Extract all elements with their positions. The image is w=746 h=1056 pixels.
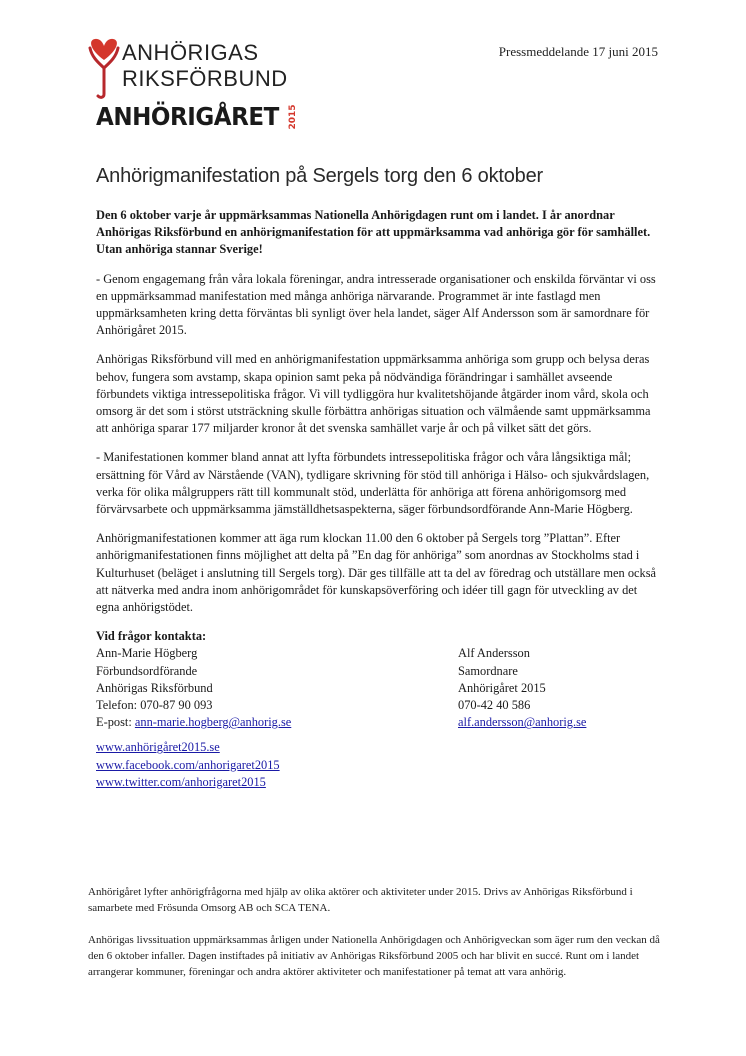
press-release-date: Pressmeddelande 17 juni 2015 <box>498 44 658 59</box>
contact-role: Samordnare <box>458 663 518 678</box>
contact-right <box>458 645 658 731</box>
heart-figure-icon <box>86 38 122 100</box>
website-link[interactable]: www.anhörigåret2015.se <box>96 740 220 755</box>
contact-name: Ann-Marie Högberg <box>96 646 198 661</box>
email-prefix: E-post: <box>96 715 135 730</box>
logo-text-line1: ANHÖRIGAS <box>122 40 259 65</box>
contact-section <box>96 628 660 791</box>
contact-left <box>96 645 458 731</box>
facebook-link[interactable]: www.facebook.com/anhorigaret2015 <box>96 757 280 772</box>
contact-role: Förbundsordförande <box>96 663 198 678</box>
contact-org: Anhörigåret 2015 <box>458 680 546 695</box>
article-body <box>96 207 660 791</box>
paragraph: Anhörigmanifestationen kommer att äga rum klockan 11.00 den 6 oktober på Sergels torg ”Plattan”. Efter anhörigmanifestationen finns möjlighet att delta på ”En dag för anhöriga” som anordnas av Stockholms stad i Kulturhuset (beläget i anslutning till Sergels torg). Där ges tillfälle att ta del av föredrag och utställare men också att nätverka med andra inom anhörigområdet för kunskapsöverföring och idéer till gagn för utveckling av det egna anhörigstödet. <box>96 531 657 615</box>
contact-phone: Telefon: 070-87 90 093 <box>96 698 213 713</box>
paragraph: - Manifestationen kommer bland annat att lyfta förbundets intressepolitiska frågor och våra långsiktiga mål; ersättning för Vård av Närstående (VAN), tydligare skrivning för stöd till anhöriga i Hälso- och sjukvårdslagen, verka för olika målgruppers rätt till kommunalt stöd, underlätta för anhöriga att förena anhörigomsorg med förvärvsarbete och uppmärksamma jämställdhetsaspekterna, säger förbundsordförande Ann-Marie Högberg. <box>96 450 650 517</box>
email-link[interactable]: ann-marie.hogberg@anhorig.se <box>134 715 292 730</box>
footer-paragraph: Anhörigas livssituation uppmärksammas årligen under Nationella Anhörigdagen och Anhörigveckan som äger rum den veckan då den 6 oktober infaller. Dagen instiftades på initiativ av Anhörigas Riksförbund 2005 och har blivit en succé. Runt om i landet arrangerar kommuner, föreningar och andra aktörer aktiviteter och manifestationer på temat att vara anhörig. <box>88 934 660 978</box>
anhorigaret-title: ANHÖRIGÅRET <box>96 102 279 131</box>
footer-paragraph: Anhörigåret lyfter anhörigfrågorna med hjälp av olika aktörer och aktiviteter under 2015. Drivs av Anhörigas Riksförbund i samarbete med Frösunda Omsorg AB och SCA TENA. <box>88 886 633 914</box>
paragraph: - Genom engagemang från våra lokala föreningar, andra intresserade organisationer och enskilda förväntar vi oss en uppmärksammad manifestation med många anhöriga närvarande. Programmet är inte fastlagd men uppmärksamheten kring detta förväntas bli synligt över hela landet, säger Alf Andersson som är samordnare för Anhörigåret 2015. <box>96 271 656 338</box>
contact-name: Alf Andersson <box>458 646 530 661</box>
twitter-link[interactable]: www.twitter.com/anhorigaret2015 <box>96 774 266 789</box>
lead-paragraph: Den 6 oktober varje år uppmärksammas Nationella Anhörigdagen runt om i landet. I år anordnar Anhörigas Riksförbund en anhörigmanifestation för att uppmärksamma vad anhöriga gör för samhället. Utan anhöriga stannar Sverige! <box>96 208 651 257</box>
contact-title: Vid frågor kontakta: <box>96 629 207 644</box>
email-link[interactable]: alf.andersson@anhorig.se <box>458 715 587 730</box>
web-links <box>96 739 660 791</box>
year-label: 2015 <box>288 104 298 130</box>
headline: Anhörigmanifestation på Sergels torg den 6 oktober <box>96 165 543 187</box>
footer <box>88 884 668 996</box>
contact-org: Anhörigas Riksförbund <box>96 680 213 695</box>
paragraph: Anhörigas Riksförbund vill med en anhörigmanifestation uppmärksamma anhöriga som grupp och belysa deras behov, fungera som avstamp, skapa opinion samt peka på nödvändiga förändringar i samhället avseende förbundets viktiga intressepolitiska frågor. Vi vill tydliggöra hur kvalitetshöjande åtgärder inom vård, skola och omsorg är det som i störst utsträckning skulle förbättra anhörigas situation och välmående samt uppmärksamma att anhöriga sparar 177 miljarder kronor åt det svenska samhället varje år och på vilket sätt det görs. <box>96 352 651 436</box>
logo <box>86 36 316 146</box>
contact-phone: 070-42 40 586 <box>458 698 531 713</box>
contact-email-line <box>96 714 458 731</box>
logo-text-line2: RIKSFÖRBUND <box>122 66 288 91</box>
